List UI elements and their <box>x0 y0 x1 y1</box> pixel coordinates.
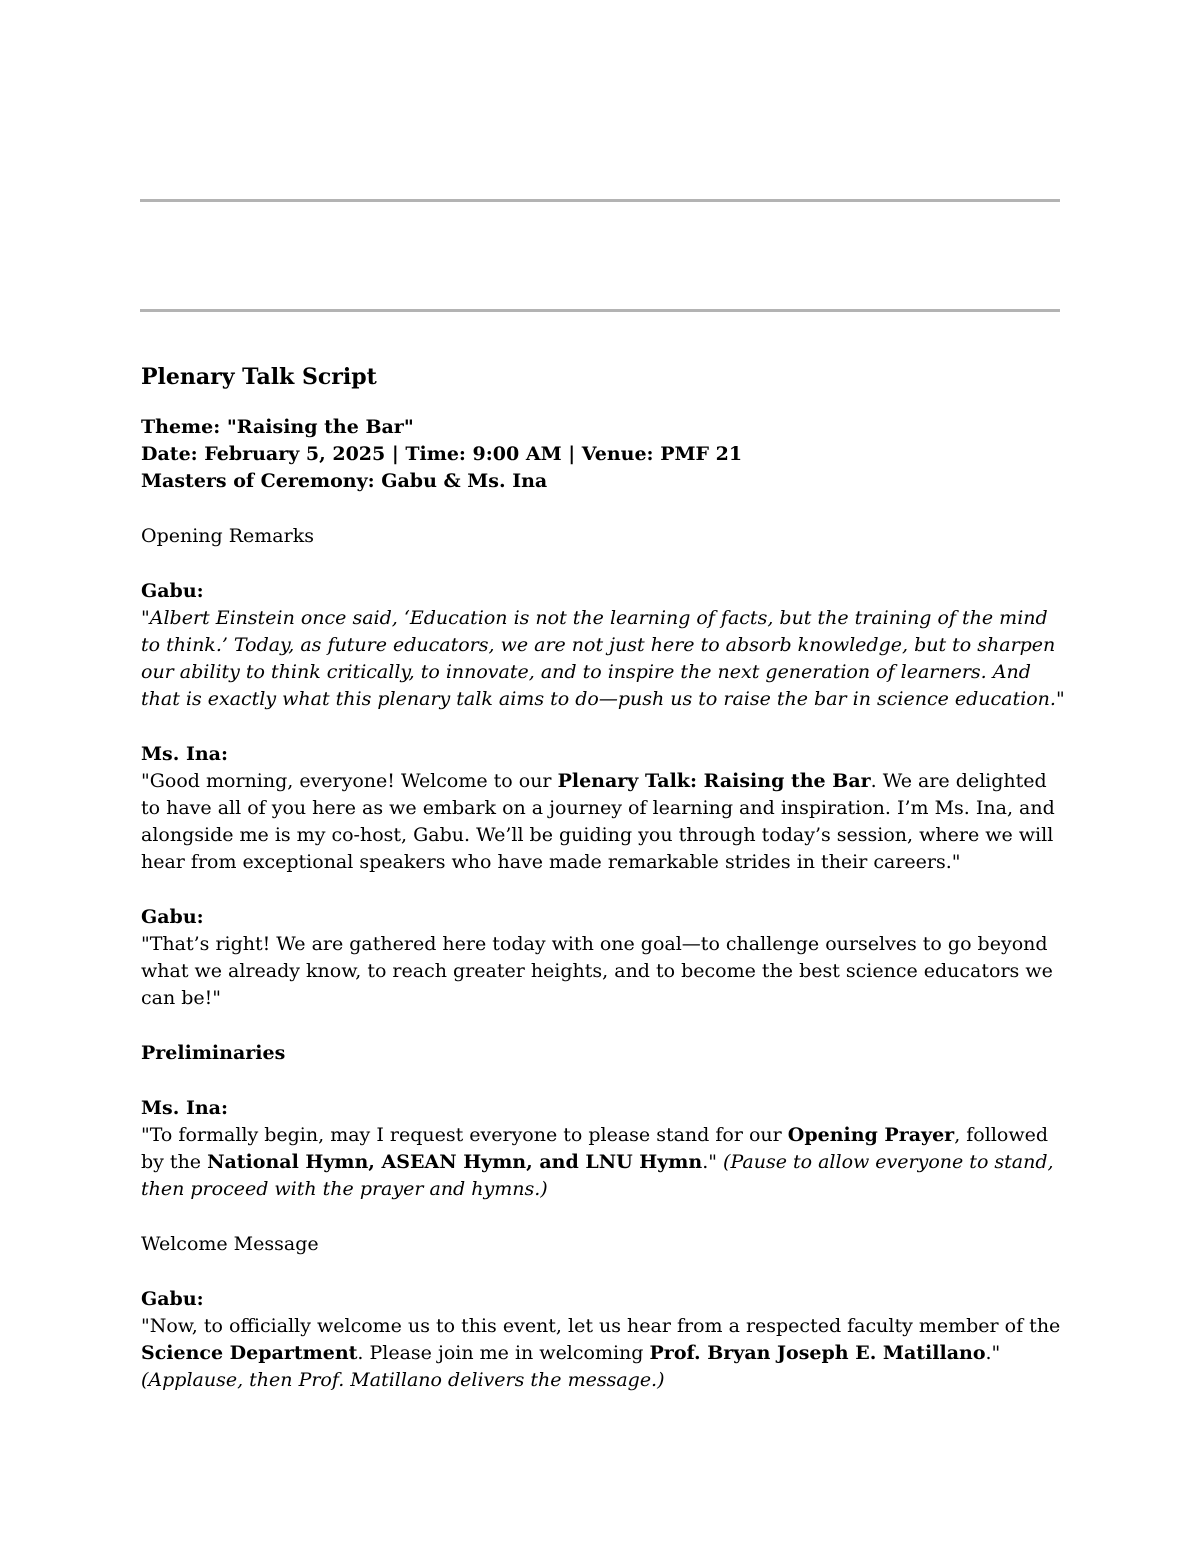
speaker-label: Gabu: <box>141 580 204 602</box>
dialogue-text <box>141 768 1066 876</box>
dialogue-text <box>141 1313 1066 1394</box>
dialogue-emphasis: National Hymn, ASEAN Hymn, and LNU Hymn <box>207 1151 703 1173</box>
dialogue-segment: "Now, to officially welcome us to this event, let us hear from a respected faculty member of the <box>141 1315 1061 1337</box>
dialogue-segment: "To formally begin, may I request everyone to please stand for our <box>141 1124 788 1146</box>
section-heading-welcome: Welcome Message <box>141 1233 319 1255</box>
dialogue-text: "Albert Einstein once said, ‘Education is not the learning of facts, but the training of the mind to think.’ Today, as future educators, we are not just here to absorb knowledge, but to sharpen our ability to think critically, to innovate, and to inspire the next generation of learners. And that is exactly what this plenary talk aims to do—push us to raise the bar in science education." <box>141 607 1065 710</box>
dialogue-segment: , followed by the <box>141 1124 1048 1173</box>
dialogue-segment: "Good morning, everyone! Welcome to our <box>141 770 558 792</box>
speaker-label: Ms. Ina: <box>141 1097 228 1119</box>
stage-direction: (Applause, then Prof. Matillano delivers the message.) <box>141 1369 665 1391</box>
stage-direction: (Pause to allow everyone to stand, then proceed with the prayer and hymns.) <box>141 1151 1054 1200</box>
dialogue-emphasis: Opening Prayer <box>787 1124 955 1146</box>
section-heading-opening: Opening Remarks <box>141 525 314 547</box>
document-title: Plenary Talk Script <box>141 364 377 390</box>
event-details <box>141 414 1066 495</box>
speaker-label: Gabu: <box>141 906 204 928</box>
header-rule-top <box>140 199 1060 202</box>
header-rule-bottom <box>140 309 1060 312</box>
dialogue-segment: . We are delighted to have all of you here as we embark on a journey of learning and inspiration. I’m Ms. Ina, and alongside me is my co-host, Gabu. We’ll be guiding you through today’s session, where we will hear from exceptional speakers who have made remarkable strides in their careers." <box>141 770 1055 873</box>
event-hosts: Masters of Ceremony: Gabu & Ms. Ina <box>141 470 548 492</box>
dialogue-text: "That’s right! We are gathered here today with one goal—to challenge ourselves to go beyond what we already know, to reach greater heights, and to become the best science educators we can be!" <box>141 933 1053 1009</box>
dialogue-segment: . Please join me in welcoming <box>357 1342 650 1364</box>
dialogue-emphasis: Prof. Bryan Joseph E. Matillano <box>649 1342 986 1364</box>
event-schedule: Date: February 5, 2025 | Time: 9:00 AM | Venue: PMF 21 <box>141 443 743 465</box>
dialogue-emphasis: Science Department <box>141 1342 358 1364</box>
dialogue-text <box>141 1122 1066 1203</box>
speaker-label: Gabu: <box>141 1288 204 1310</box>
dialogue-segment: ." <box>702 1151 724 1173</box>
document-body <box>141 362 1066 1394</box>
dialogue-emphasis: Plenary Talk: Raising the Bar <box>557 770 871 792</box>
dialogue-segment: ." <box>985 1342 1001 1364</box>
section-heading-preliminaries: Preliminaries <box>141 1042 286 1064</box>
speaker-label: Ms. Ina: <box>141 743 228 765</box>
event-theme: Theme: "Raising the Bar" <box>141 416 414 438</box>
